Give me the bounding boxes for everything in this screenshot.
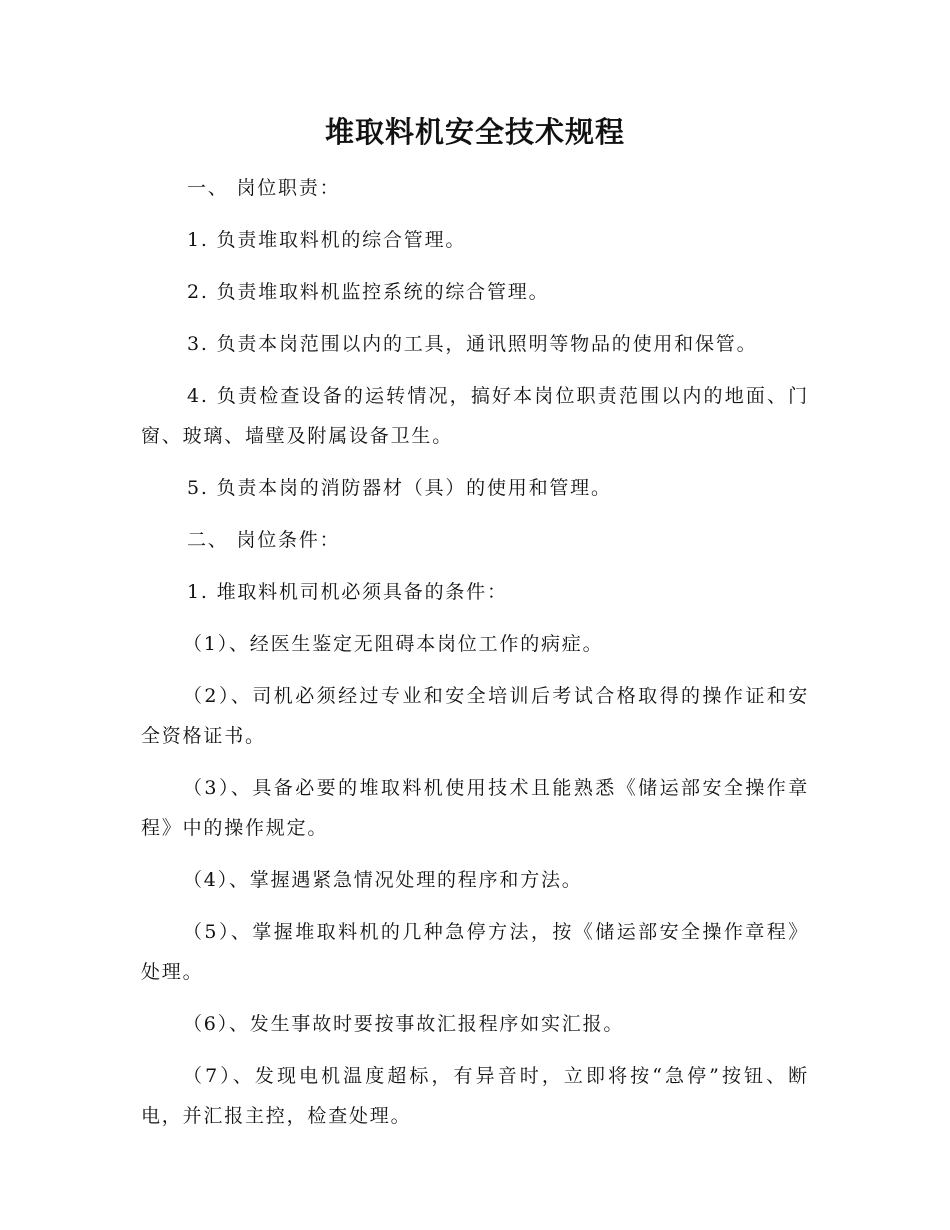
document-body [141, 168, 809, 1148]
paragraph-duty-3: 3. 负责本岗范围以内的工具，通讯照明等物品的使用和保管。 [187, 333, 758, 355]
paragraph-condition-item-7: （7）、发现电机温度超标，有异音时，立即将按“急停”按钮、断电，并汇报主控，检查处理。 [141, 1065, 809, 1127]
paragraph-duty-1: 1. 负责堆取料机的综合管理。 [187, 229, 467, 251]
paragraph-duty-2: 2. 负责堆取料机监控系统的综合管理。 [187, 281, 550, 303]
paragraph-duty-4: 4. 负责检查设备的运转情况，搞好本岗位职责范围以内的地面、门窗、玻璃、墙壁及附属设备卫生。 [141, 385, 809, 447]
paragraph-condition-item-6: （6）、发生事故时要按事故汇报程序如实汇报。 [183, 1013, 625, 1035]
paragraph-duty-5: 5. 负责本岗的消防器材（具）的使用和管理。 [187, 477, 612, 499]
paragraph-condition-item-5: （5）、掌握堆取料机的几种急停方法，按《储运部安全操作章程》处理。 [141, 921, 809, 983]
paragraph-condition-item-1: （1）、经医生鉴定无阻碍本岗位工作的病症。 [183, 633, 604, 655]
paragraph-condition-item-3: （3）、具备必要的堆取料机使用技术且能熟悉《储运部安全操作章程》中的操作规定。 [141, 777, 809, 839]
paragraph-condition-item-4: （4）、掌握遇紧急情况处理的程序和方法。 [183, 869, 583, 891]
section-heading-conditions: 二、 岗位条件： [187, 529, 341, 551]
paragraph-condition-1: 1. 堆取料机司机必须具备的条件： [187, 581, 508, 603]
paragraph-condition-item-2: （2）、司机必须经过专业和安全培训后考试合格取得的操作证和安全资格证书。 [141, 685, 809, 747]
section-heading-duties: 一、 岗位职责： [187, 177, 341, 199]
document-title: 堆取料机安全技术规程 [324, 115, 625, 149]
